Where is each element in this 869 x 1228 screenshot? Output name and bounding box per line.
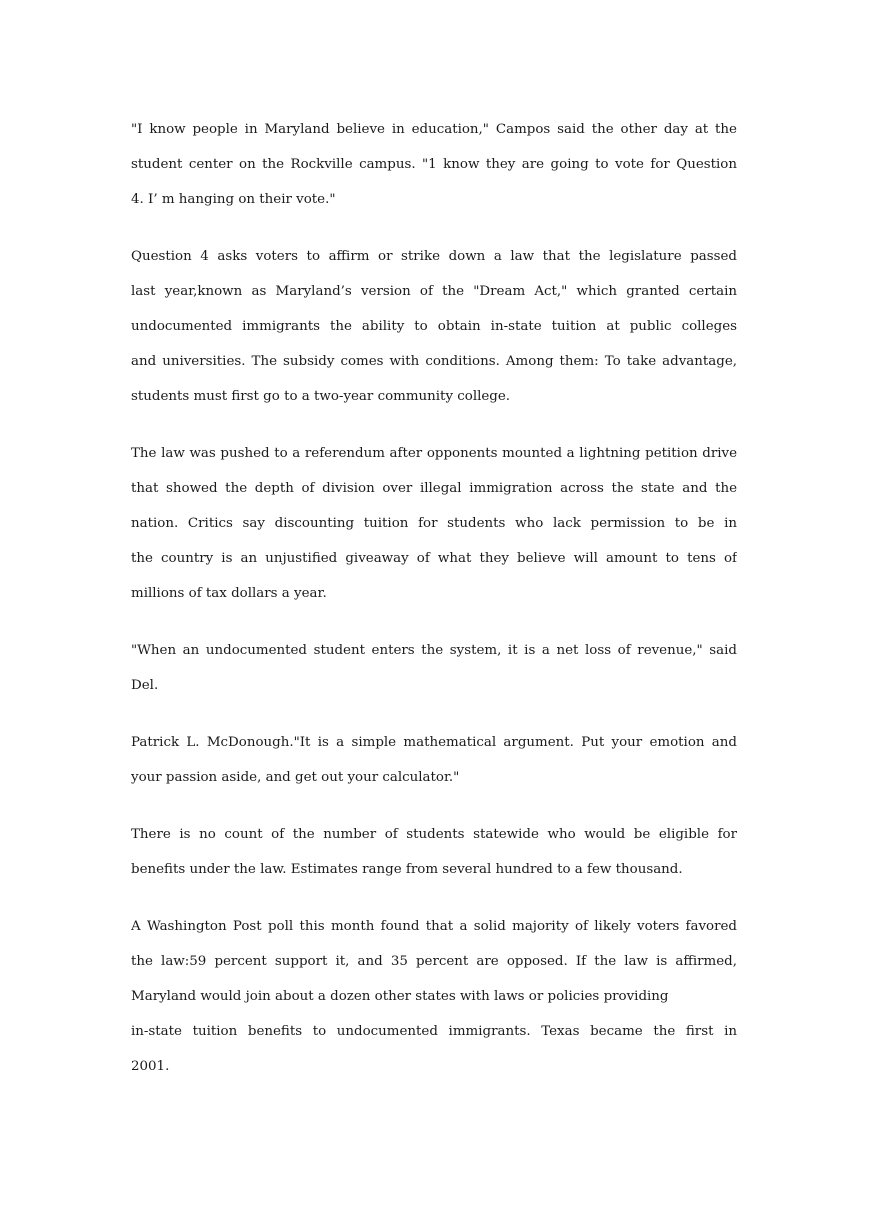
paragraph xyxy=(131,112,737,217)
text-line: 2001. xyxy=(131,1059,170,1074)
text-line: and universities. The subsidy comes with conditions. Among them: To take advantage, xyxy=(131,354,737,369)
text-line: "I know people in Maryland believe in education," Campos said the other day at the xyxy=(131,122,737,137)
text-line: in-state tuition benefits to undocumented immigrants. Texas became the first in xyxy=(131,1024,737,1039)
text-line: that showed the depth of division over illegal immigration across the state and the xyxy=(131,481,737,496)
text-line: last year,known as Maryland’s version of the "Dream Act," which granted certain xyxy=(131,284,737,299)
text-line: benefits under the law. Estimates range from several hundred to a few thousand. xyxy=(131,862,683,877)
text-line: the country is an unjustified giveaway of what they believe will amount to tens of xyxy=(131,551,737,566)
document-body xyxy=(131,112,737,1106)
text-line: Maryland would join about a dozen other states with laws or policies providing xyxy=(131,989,669,1004)
text-line: millions of tax dollars a year. xyxy=(131,586,327,601)
text-line: student center on the Rockville campus. "1 know they are going to vote for Question xyxy=(131,157,737,172)
text-line: students must first go to a two-year community college. xyxy=(131,389,511,404)
text-line: "When an undocumented student enters the system, it is a net loss of revenue," said xyxy=(131,643,737,658)
text-line: your passion aside, and get out your calculator." xyxy=(131,770,460,785)
paragraph xyxy=(131,909,737,1084)
text-line: nation. Critics say discounting tuition for students who lack permission to be in xyxy=(131,516,737,531)
text-line: Patrick L. McDonough."It is a simple mathematical argument. Put your emotion and xyxy=(131,735,737,750)
paragraph xyxy=(131,725,737,795)
paragraph xyxy=(131,239,737,414)
paragraph xyxy=(131,633,737,703)
text-line: undocumented immigrants the ability to obtain in-state tuition at public colleges xyxy=(131,319,737,334)
text-line: There is no count of the number of students statewide who would be eligible for xyxy=(131,827,737,842)
text-line: 4. I’ m hanging on their vote." xyxy=(131,192,336,207)
paragraph xyxy=(131,436,737,611)
paragraph xyxy=(131,817,737,887)
text-line: Del. xyxy=(131,678,159,693)
text-line: A Washington Post poll this month found that a solid majority of likely voters favored xyxy=(131,919,737,934)
text-line: the law:59 percent support it, and 35 percent are opposed. If the law is affirmed, xyxy=(131,954,737,969)
text-line: Question 4 asks voters to affirm or strike down a law that the legislature passed xyxy=(131,249,737,264)
text-line: The law was pushed to a referendum after opponents mounted a lightning petition drive xyxy=(131,446,737,461)
